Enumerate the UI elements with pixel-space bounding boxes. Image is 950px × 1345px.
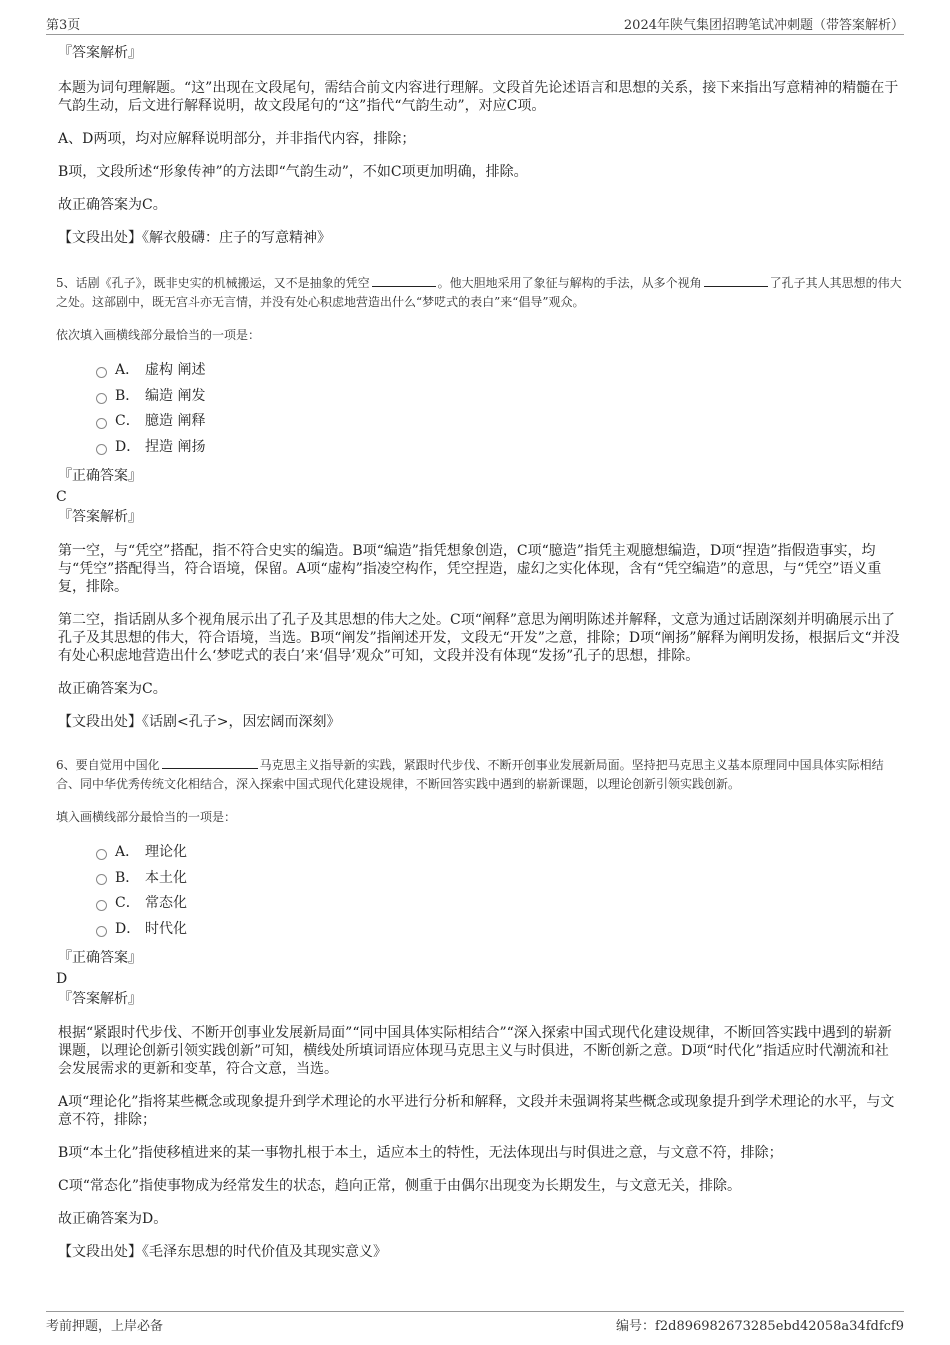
option-a[interactable] <box>96 840 902 866</box>
option-text: 虚构 阐述 <box>145 362 206 378</box>
page-content <box>56 44 902 1286</box>
page-header <box>46 12 904 35</box>
radio-icon[interactable] <box>96 874 107 885</box>
question-prompt: 填入画横线部分最恰当的一项是： <box>56 809 237 824</box>
footer-slogan: 考前押题，上岸必备 <box>46 1319 164 1334</box>
question-text-part: 6、要自觉用中国化 <box>56 757 160 772</box>
analysis-paragraph: C项“常态化”指使事物成为经常发生的状态，趋向正常，侧重于由偶尔出现变为长期发生，与文意无关，排除。 <box>58 1177 742 1194</box>
option-b[interactable] <box>96 866 902 892</box>
option-text: 捏造 阐扬 <box>145 439 206 456</box>
option-letter: D． <box>115 920 141 937</box>
analysis-paragraph: 第一空，与“凭空”搭配，指不符合史实的编造。B项“编造”指凭想象创造，C项“臆造”指凭主观臆想编造，D项“捏造”指假造事实，均与“凭空”搭配得当，符合语境，保留。A项“虚构”指凌空构作，凭空捏造，虚幻之实化体现，含有“凭空编造”的意思，与“凭空”语义重复，排除。 <box>58 542 882 595</box>
analysis-paragraph: 故正确答案为C。 <box>58 197 167 213</box>
correct-answer: C <box>56 488 67 505</box>
radio-icon[interactable] <box>96 418 107 429</box>
option-text: 臆造 阐释 <box>145 413 206 430</box>
analysis-label: 『答案解析』 <box>58 45 142 61</box>
question-text-part: 马克思主义指导新的实践，紧跟时代步伐、不断开创事业发展新局面。坚持把马克思主义基本原理同中国具体实际相结合、同中华优秀传统文化相结合，深入探索中国式现代化建设规律，不断回答实践中遇到的崭新课题，以理论创新引领实践创新。 <box>56 757 884 791</box>
analysis-paragraph: A项“理论化”指将某些概念或现象提升到学术理论的水平进行分析和解释，文段并未强调将某些概念或现象提升到学术理论的水平，与文意不符，排除； <box>58 1093 895 1128</box>
option-a[interactable] <box>96 358 902 384</box>
source-citation: 【文段出处】《解衣般礴：庄子的写意精神》 <box>58 230 331 246</box>
option-letter: A． <box>115 362 140 378</box>
analysis-paragraph: A、D两项，均对应解释说明部分，并非指代内容，排除； <box>58 131 416 147</box>
option-letter: B． <box>115 869 140 886</box>
option-text: 本土化 <box>145 869 187 886</box>
source-citation: 【文段出处】《毛泽东思想的时代价值及其现实意义》 <box>58 1243 387 1260</box>
option-letter: B． <box>115 387 140 404</box>
fill-blank <box>162 756 258 769</box>
radio-icon[interactable] <box>96 926 107 937</box>
analysis-paragraph: B项，文段所述“形象传神”的方法即“气韵生动”，不如C项更加明确，排除。 <box>58 164 528 180</box>
option-b[interactable] <box>96 384 902 410</box>
correct-answer-label: 『正确答案』 <box>58 467 142 484</box>
correct-answer-label: 『正确答案』 <box>58 949 142 966</box>
question-text-part: 了孔子其人其思想的伟大之处。这部剧中，既无宫斗亦无言情，并没有处心积虑地营造出什么“梦呓式的表白”来“倡导”观众。 <box>56 276 902 309</box>
question-prompt: 依次填入画横线部分最恰当的一项是： <box>56 328 261 342</box>
option-letter: C． <box>115 413 140 430</box>
page-number: 第3页 <box>46 18 81 33</box>
option-c[interactable] <box>96 891 902 917</box>
option-d[interactable] <box>96 917 902 943</box>
correct-answer: D <box>56 970 68 987</box>
fill-blank <box>704 274 768 287</box>
option-c[interactable] <box>96 409 902 435</box>
analysis-paragraph: 本题为词句理解题。“这”出现在文段尾句，需结合前文内容进行理解。文段首先论述语言和思想的关系，接下来指出写意精神的精髓在于气韵生动，后文进行解释说明，故文段尾句的“这”指代“气韵生动”，对应C项。 <box>58 80 899 114</box>
fill-blank <box>372 274 436 287</box>
question-5-text <box>56 274 902 312</box>
option-letter: C． <box>115 895 140 912</box>
analysis-paragraph: 根据“紧跟时代步伐、不断开创事业发展新局面”“同中国具体实际相结合”“深入探索中国式现代化建设规律，不断回答实践中遇到的崭新课题，以理论创新引领实践创新”可知，横线处所填词语应体现马克思主义与时俱进，不断创新之意。D项“时代化”指适应时代潮流和社会发展需求的更新和变革，符合文意，当选。 <box>58 1024 892 1077</box>
document-id: 编号：f2d896982673285ebd42058a34fdfcf9 <box>616 1319 904 1334</box>
option-list <box>96 358 902 461</box>
page-footer <box>46 1311 904 1336</box>
question-6-text <box>56 756 902 794</box>
option-text: 常态化 <box>145 895 187 912</box>
source-citation: 【文段出处】《话剧<孔子>，因宏阔而深刻》 <box>58 713 341 730</box>
option-text: 编造 阐发 <box>145 387 206 404</box>
option-text: 理论化 <box>145 843 187 860</box>
analysis-paragraph: 故正确答案为D。 <box>58 1210 168 1227</box>
option-list <box>96 840 902 943</box>
option-letter: D． <box>115 439 141 456</box>
question-text-part: 5、话剧《孔子》，既非史实的机械搬运，又不是抽象的凭空 <box>56 276 370 290</box>
radio-icon[interactable] <box>96 367 107 378</box>
radio-icon[interactable] <box>96 444 107 455</box>
option-text: 时代化 <box>145 920 187 937</box>
option-letter: A． <box>115 843 140 860</box>
analysis-label: 『答案解析』 <box>58 508 142 525</box>
analysis-label: 『答案解析』 <box>58 990 142 1007</box>
document-title: 2024年陕气集团招聘笔试冲刺题（带答案解析） <box>623 18 904 33</box>
radio-icon[interactable] <box>96 849 107 860</box>
radio-icon[interactable] <box>96 900 107 911</box>
option-d[interactable] <box>96 435 902 461</box>
analysis-paragraph: B项“本土化”指使移植进来的某一事物扎根于本土，适应本土的特性，无法体现出与时俱进之意，与文意不符，排除； <box>58 1144 783 1161</box>
question-text-part: 。他大胆地采用了象征与解构的手法，从多个视角 <box>437 276 702 290</box>
radio-icon[interactable] <box>96 393 107 404</box>
analysis-paragraph: 故正确答案为C。 <box>58 680 167 697</box>
analysis-paragraph: 第二空，指话剧从多个视角展示出了孔子及其思想的伟大之处。C项“阐释”意思为阐明陈述并解释，文意为通过话剧深刻并明确展示出了孔子及其思想的伟大，符合语境，当选。B项“阐发”指阐述开发，文段无“开发”之意，排除；D项“阐扬”解释为阐明发扬，根据后文“并没有处心积虑地营造出什么‘梦呓式的表白’来‘倡导’观众”可知，文段并没有体现“发扬”孔子的思想，排除。 <box>58 611 900 664</box>
